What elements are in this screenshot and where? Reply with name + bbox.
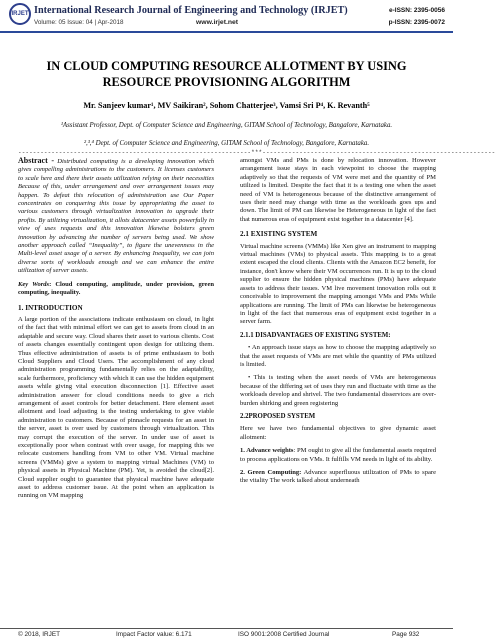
footer-rule: [0, 628, 453, 629]
keywords: [18, 281, 214, 298]
affiliation-1: ¹Assistant Professor, Dept. of Computer Science and Engineering, GITAM School of Technology, Bangalore, Karnataka.: [60, 122, 393, 129]
p-issn: p-ISSN: 2395-0072: [388, 19, 445, 26]
objective-label: 2. Green Computing:: [240, 469, 302, 476]
journal-name: International Research Journal of Engineering and Technology (IRJET): [34, 5, 348, 16]
irjet-logo: IRJET: [9, 3, 31, 25]
objective-item: [240, 447, 436, 464]
disadvantage-item: • An approach issue stays as how to choose the mapping adaptively so that the asset requests of VMs are met while the quantity of PMs utilized is limited.: [240, 344, 436, 368]
section-separator: ---------------------------------------------------------------***---------------------------------------------------------------: [18, 149, 495, 156]
left-column: [18, 157, 214, 506]
proposed-system-intro: Here we have two fundamental objectives to give dynamic asset allotment:: [240, 425, 436, 441]
right-column: [240, 157, 436, 491]
existing-system-text: Virtual machine screens (VMMs) like Xen give an instrument to mapping virtual machines (VMs) to physical assets. This mapping is to a great extent escaped the cloud clients. Clients with the Amazon EC2 benefit, for instance, don't know where their VM occurrences run. It is up to the cloud supplier to ensure the hidden physical machines (PMs) have adequate assets to address their issues. VM live movement innovation rolls out it conceivable to improvement the mapping amongst VMs and PMs While applications are running. The limit of PMs can likewise be heterogeneous in light of the fact that numerous eras of equipment exist together in a server farm.: [240, 242, 436, 326]
intro-continued-text: amongst VMs and PMs is done by relocation innovation. However arrangement issue stays in each viewpoint to choose the mapping adaptively so that the requests of VM were met and the quantity of PM utilized is limited. Despite the fact that it is a testing one when the asset need of VM is heterogeneous because of the distinctive arrangement of uses their need may change with time as the workloads goes ups and down. The limit of PM can likewise be Heterogeneous in light of the fact that numerous eras of equipment exist together in a datacenter [4].: [240, 157, 436, 223]
keywords-text: : Cloud computing, amplitude, under provision, green computing, inequality.: [18, 280, 214, 297]
objective-item: [240, 469, 436, 486]
journal-website-link[interactable]: www.irjet.net: [196, 19, 239, 26]
footer-impact-factor: Impact Factor value: 6.171: [116, 631, 192, 638]
objective-label: 1. Advance weights: [240, 447, 294, 455]
footer-copyright: © 2018, IRJET: [18, 631, 61, 638]
introduction-text: A large portion of the associations indicate enthusiasm on cloud, in light of the fact that with minimal effort we can get to assets from cloud in an adaptable and secure way. Cloud shares their asset to various clients. Cost of assets changes essentially contingent upon design for utilizing them. Thus effective administration of assets is of prime enthusiasm to both Cloud Suppliers and Cloud Users. The accomplishment of any cloud administration programming fundamentally relies on the adaptability, scale furthermore, proficiency with which it can use the hidden equipment assets while giving vital execution disconnection [1]. Effective asset administration answer for cloud conditions needs to give a rich arrangement of asset controls for better detachment. Here element asset allotment and load adjusting is the testing undertaking to give viable administration to customers. Because of pinnacle requests for an asset in the server, asset is over used by customers through virtualization. This may corrupt the execution of the server. In under use of asset is exceptionally poor when contrast with over usage, for mapping this we relocate customers handling from VM to other VM. Virtual machine screens (VMMs) give a system to mapping virtual Machines (VM) to physical assets in Physical Machine (PM). Yet, is avoided the cloud[2]. Cloud supplier ought to guarantee that physical machine have adequate asset to address customer issue. At the point when an application is running on VM mapping: [18, 315, 214, 500]
paper-title: IN CLOUD COMPUTING RESOURCE ALLOTMENT BY USING RESOURCE PROVISIONING ALGORITHM: [46, 59, 407, 89]
proposed-system-heading: 2.2PROPOSED SYSTEM: [240, 412, 316, 420]
volume-issue: Volume: 05 Issue: 04 | Apr-2018: [34, 19, 124, 26]
page-footer: [0, 630, 453, 640]
abstract-label: Abstract -: [18, 156, 55, 165]
objective-text: Advance superfluous utilization of PMs to spare the vitality The work talked about underneath: [240, 469, 436, 485]
journal-header: [0, 0, 453, 44]
footer-iso: ISO 9001:2008 Certified Journal: [238, 631, 330, 638]
e-issn: e-ISSN: 2395-0056: [388, 7, 445, 14]
author-list: Mr. Sanjeev kumar¹, MV Saikiran², Sohom Chatterjee³, Vamsi Sri P⁴, K. Revanth⁵: [83, 101, 370, 110]
keywords-label: Key Words: [18, 280, 50, 288]
disadvantages-heading: 2.1.1 DISADVANTAGES OF EXISTING SYSTEM:: [240, 331, 391, 339]
footer-page-number: Page 932: [392, 631, 420, 638]
abstract-text: Distributed computing is a developing innovation which gives compelling administrations to the customers. It licenses customers to scale here and there their assets utilization relying on their necessities Because of this, under arrangement and over arrangement issues may happen. To defeat this relocation of administration use Our Paper concentrates on conquering this issue by appropriating the asset to various customers through virtualization innovation to upgrade their profits. By utilizing virtualization, it allots datacenter assets powerfully in view of uses requests and this innovation likewise bolsters green innovation by advancing the number of servers being used. We show another approach called “Inequality”, to figure the unevenness in the Multi-level asset usage of a server. By enhancing Inequality, we can join diverse sorts of workloads enough and we can enhance the entire utilization of server assets.: [18, 158, 214, 275]
abstract: [18, 157, 214, 276]
objective-text: : PM ought to give all the fundamental assets required to process applications on VMs. It fulfills VM needs in light of its ability.: [240, 447, 436, 463]
disadvantage-item: • This is testing when the asset needs of VMs are heterogeneous because of the differing set of uses they run and fluctuate with time as the workloads develop and shrivel. The two fundamental disservices are over-burden shirking and green registering: [240, 374, 436, 407]
header-rule: [0, 31, 453, 33]
affiliation-2: ²,³,⁴ Dept. of Computer Science and Engineering, GITAM School of Technology, Bangalore, Karnataka.: [83, 140, 370, 147]
introduction-heading: 1. INTRODUCTION: [18, 303, 83, 312]
existing-system-heading: 2.1 EXISTING SYSTEM: [240, 230, 318, 239]
